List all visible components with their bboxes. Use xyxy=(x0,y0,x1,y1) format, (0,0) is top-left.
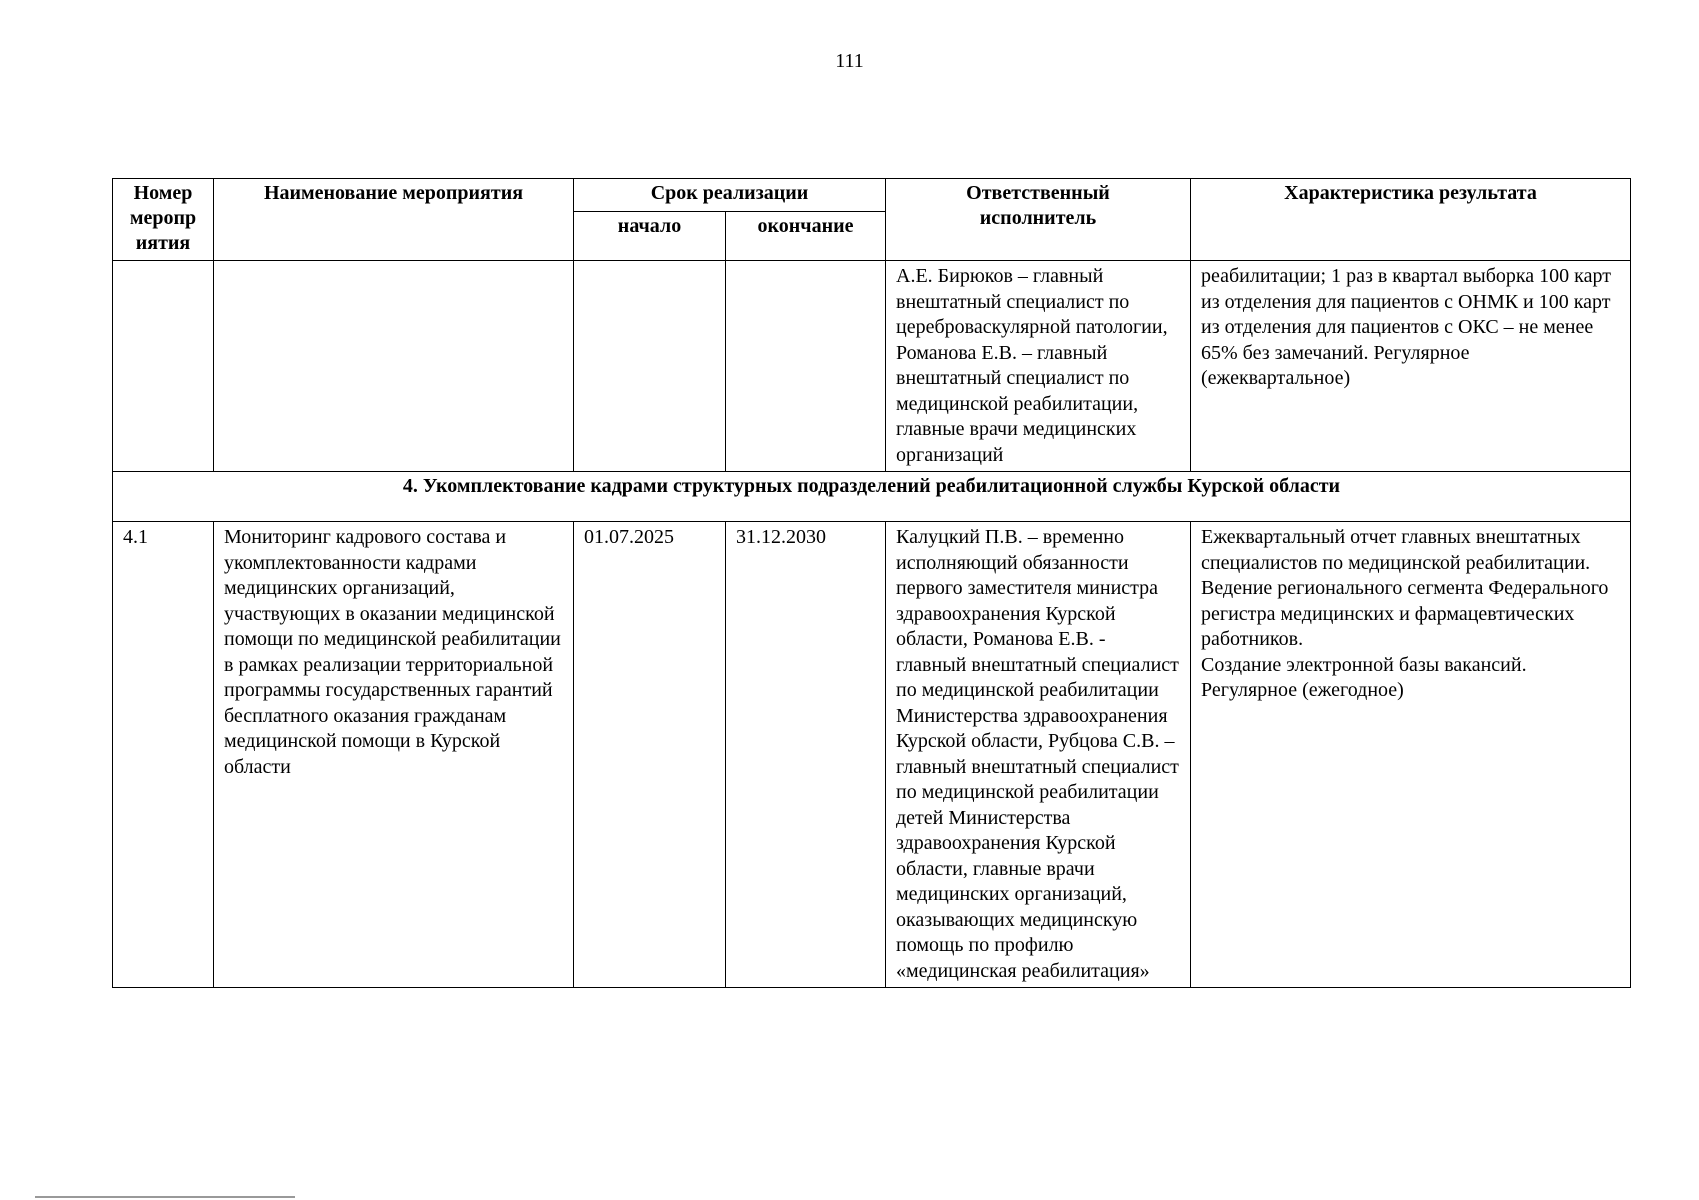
result-line: Ведение регионального сегмента Федерального регистра медицинских и фармацевтических работников. xyxy=(1201,577,1609,650)
header-result: Характеристика результата xyxy=(1191,179,1631,261)
cell-name: Мониторинг кадрового состава и укомплектованности кадрами медицинских организаций, участвующих в оказании медицинской помощи по медицинской реабилитации в рамках реализации территориальной программы государственных гарантий бесплатного оказания гражданам медицинской помощи в Курской области xyxy=(214,522,574,988)
header-responsible: Ответственный исполнитель xyxy=(886,179,1191,261)
header-end: окончание xyxy=(726,212,886,261)
cell-result: реабилитации; 1 раз в квартал выборка 100 карт из отделения для пациентов с ОНМК и 100 карт из отделения для пациентов с ОКС – не менее 65% без замечаний. Регулярное (ежеквартальное) xyxy=(1191,261,1631,472)
cell-number xyxy=(113,261,214,472)
header-number: Номер меропр иятия xyxy=(113,179,214,261)
result-line: Регулярное (ежегодное) xyxy=(1201,679,1404,701)
result-line: Ежеквартальный отчет главных внештатных специалистов по медицинской реабилитации. xyxy=(1201,526,1591,574)
activities-table xyxy=(112,178,1631,988)
header-name: Наименование мероприятия xyxy=(214,179,574,261)
scan-edge-line xyxy=(35,1196,295,1198)
cell-name xyxy=(214,261,574,472)
cell-responsible: А.Е. Бирюков – главный внештатный специалист по цереброваскулярной патологии, Романова Е.В. – главный внештатный специалист по медицинской реабилитации, главные врачи медицинских организаций xyxy=(886,261,1191,472)
table-row xyxy=(113,522,1631,988)
cell-number: 4.1 xyxy=(113,522,214,988)
section-title: 4. Укомплектование кадрами структурных подразделений реабилитационной службы Курской области xyxy=(113,472,1631,522)
cell-result xyxy=(1191,522,1631,988)
cell-end: 31.12.2030 xyxy=(726,522,886,988)
table-row-continued xyxy=(113,261,1631,472)
section-row xyxy=(113,472,1631,522)
result-line: Создание электронной базы вакансий. xyxy=(1201,653,1527,676)
table-header-row xyxy=(113,179,1631,212)
header-period: Срок реализации xyxy=(574,179,886,212)
cell-end xyxy=(726,261,886,472)
cell-start: 01.07.2025 xyxy=(574,522,726,988)
page-number: 111 xyxy=(835,50,864,72)
cell-start xyxy=(574,261,726,472)
header-start: начало xyxy=(574,212,726,261)
cell-responsible: Калуцкий П.В. – временно исполняющий обязанности первого заместителя министра здравоохранения Курской области, Романова Е.В. - главный внештатный специалист по медицинской реабилитации Министерства здравоохранения Курской области, Рубцова С.В. – главный внештатный специалист по медицинской реабилитации детей Министерства здравоохранения Курской области, главные врачи медицинских организаций, оказывающих медицинскую помощь по профилю «медицинская реабилитация» xyxy=(886,522,1191,988)
